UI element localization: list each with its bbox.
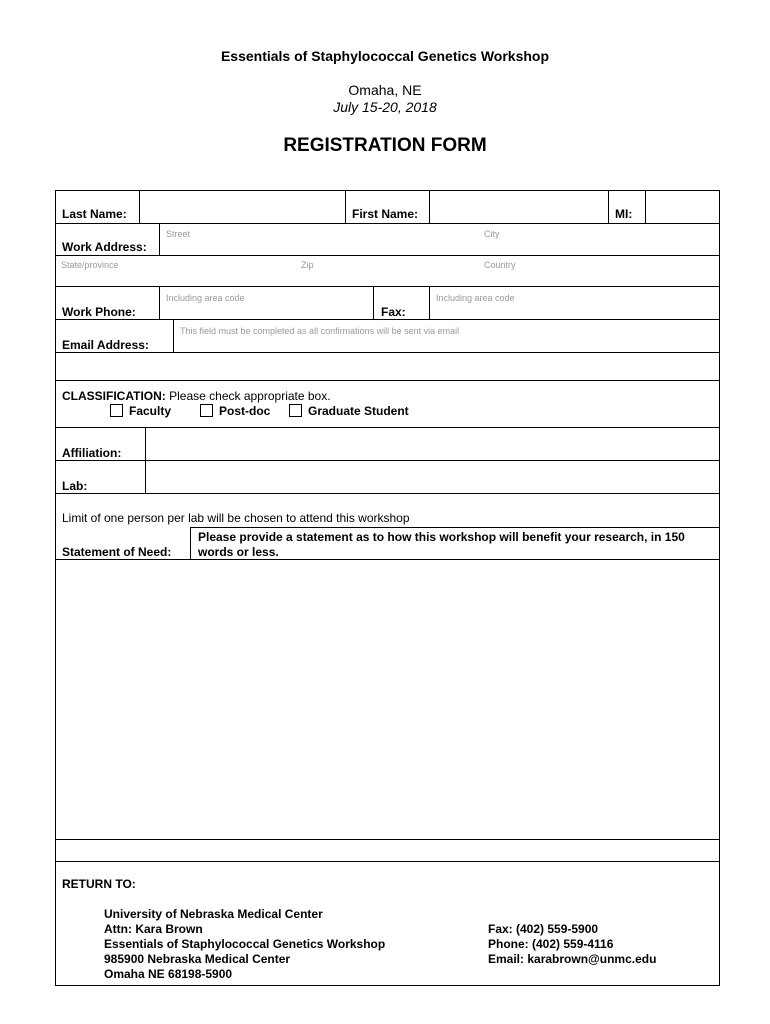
contact-line: Phone: (402) 559-4116 [488, 937, 614, 951]
email-input[interactable] [174, 320, 718, 351]
grad-student-label: Graduate Student [308, 404, 409, 418]
state-hint: State/province [61, 260, 119, 270]
contact-line: Email: karabrown@unmc.edu [488, 952, 657, 966]
classification-instruction: Please check appropriate box. [169, 389, 331, 403]
affiliation-label: Affiliation: [62, 446, 122, 460]
cell-divider [345, 190, 346, 223]
row-divider [190, 527, 720, 528]
contact-line: Fax: (402) 559-5900 [488, 922, 599, 936]
first-name-input[interactable] [430, 191, 607, 222]
row-divider [55, 493, 720, 494]
return-to-heading: RETURN TO: [62, 877, 136, 891]
email-label: Email Address: [62, 338, 149, 352]
zip-input[interactable] [296, 256, 480, 285]
return-contact [488, 922, 656, 967]
cell-divider [373, 286, 374, 319]
city-hint: City [484, 229, 500, 239]
zip-hint: Zip [301, 260, 314, 270]
faculty-checkbox[interactable] [110, 404, 171, 418]
cell-divider [190, 527, 191, 559]
work-phone-label: Work Phone: [62, 305, 136, 319]
fax-hint: Including area code [436, 293, 515, 303]
statement-textarea[interactable] [56, 560, 718, 838]
classification-label: CLASSIFICATION: [62, 389, 166, 403]
form-title: REGISTRATION FORM [283, 135, 487, 156]
cell-divider [608, 190, 609, 223]
first-name-label: First Name: [352, 207, 419, 221]
address-line: Omaha NE 68198-5900 [104, 967, 233, 981]
postdoc-checkbox[interactable] [200, 404, 270, 418]
faculty-label: Faculty [129, 404, 172, 418]
mi-input[interactable] [646, 191, 718, 222]
address-line: Essentials of Staphylococcal Genetics Workshop [104, 937, 386, 951]
work-address-label: Work Address: [62, 240, 147, 254]
lab-label: Lab: [62, 479, 88, 493]
state-input[interactable] [56, 256, 296, 285]
row-divider [55, 861, 720, 862]
mi-label: MI: [615, 207, 633, 221]
statement-instruction: Please provide a statement as to how this workshop will benefit your research, in 150 words or less. [198, 530, 685, 559]
workshop-title: Essentials of Staphylococcal Genetics Workshop [220, 48, 550, 64]
lab-input[interactable] [146, 461, 718, 492]
postdoc-label: Post-doc [219, 404, 271, 418]
phone-hint: Including area code [166, 293, 245, 303]
checkbox-box[interactable] [200, 404, 213, 417]
limit-note: Limit of one person per lab will be chosen to attend this workshop [62, 511, 410, 525]
fax-label: Fax: [381, 305, 406, 319]
affiliation-input[interactable] [146, 428, 718, 459]
dates: July 15-20, 2018 [333, 99, 437, 115]
statement-label: Statement of Need: [62, 545, 172, 559]
country-input[interactable] [480, 256, 718, 285]
fax-input[interactable] [430, 287, 718, 318]
checkbox-box[interactable] [289, 404, 302, 417]
classification-heading [62, 389, 331, 403]
email-hint: This field must be completed as all confirmations will be sent via email [180, 326, 460, 336]
row-divider [55, 839, 720, 840]
street-hint: Street [166, 229, 191, 239]
grad-student-checkbox[interactable] [289, 404, 409, 418]
address-line: University of Nebraska Medical Center [104, 907, 323, 921]
city-input[interactable] [480, 224, 718, 254]
location: Omaha, NE [348, 82, 422, 98]
last-name-input[interactable] [140, 191, 344, 222]
country-hint: Country [484, 260, 516, 270]
address-line: Attn: Kara Brown [104, 922, 203, 936]
last-name-label: Last Name: [62, 207, 127, 221]
row-divider [55, 352, 720, 353]
street-input[interactable] [160, 224, 480, 254]
work-phone-input[interactable] [160, 287, 372, 318]
address-line: 985900 Nebraska Medical Center [104, 952, 291, 966]
row-divider [55, 380, 720, 381]
checkbox-box[interactable] [110, 404, 123, 417]
return-address [104, 907, 385, 982]
